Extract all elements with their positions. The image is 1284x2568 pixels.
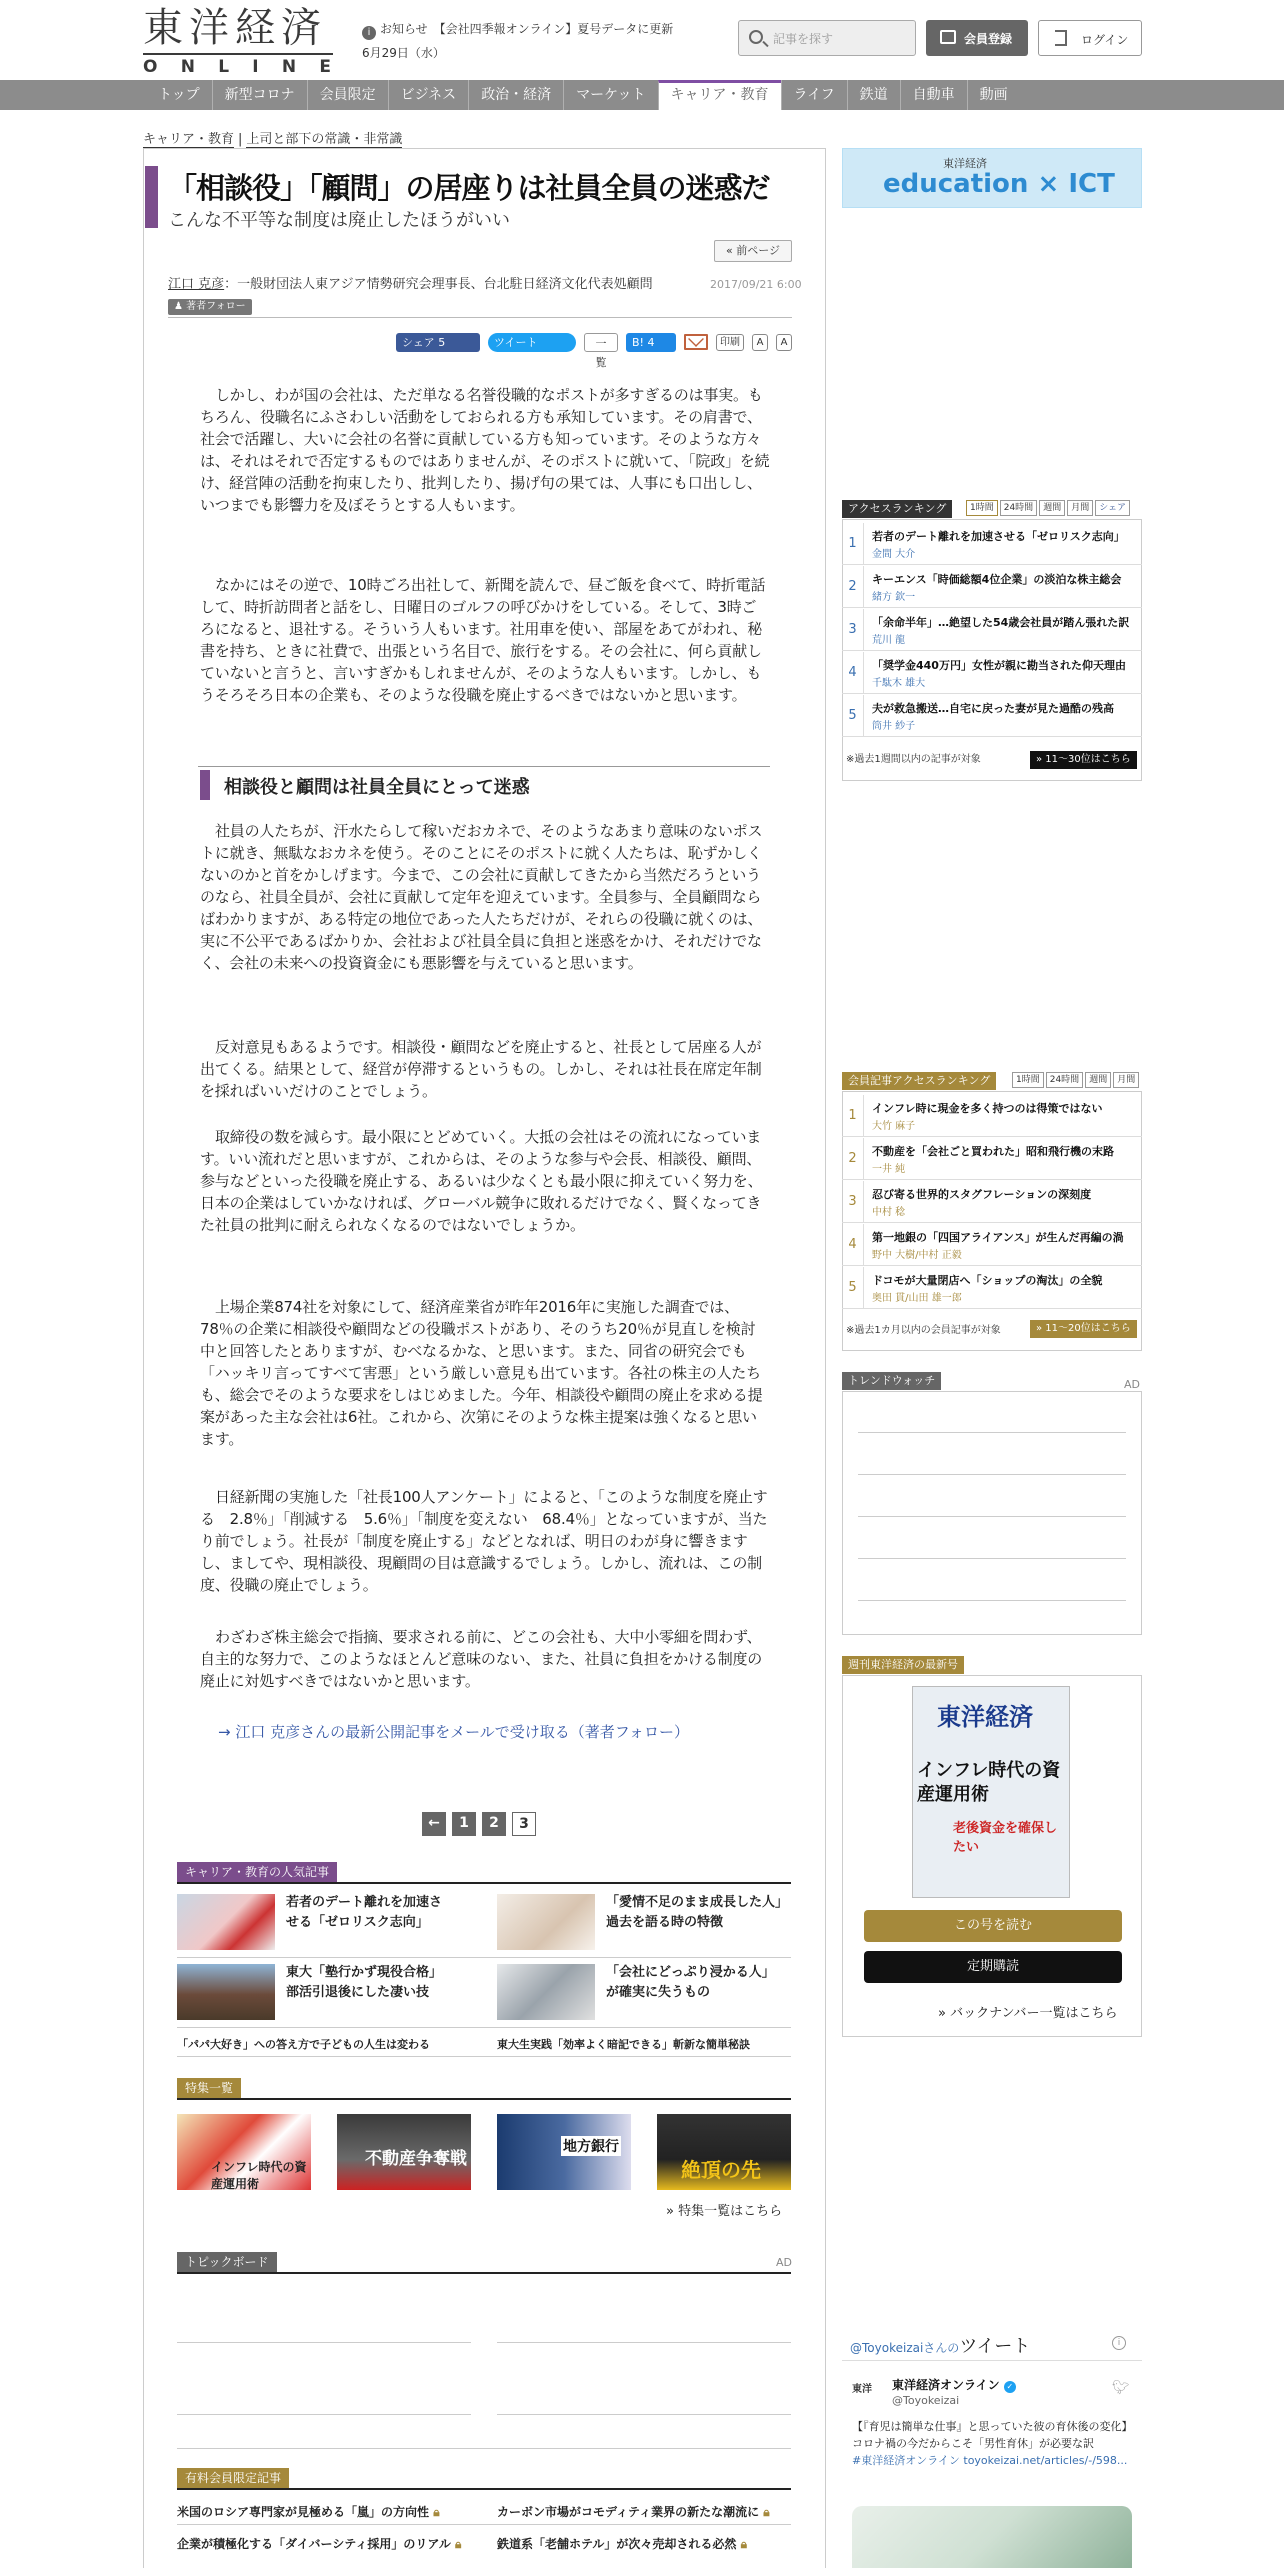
member-ranking-item[interactable]: 5 ドコモが大量閉店へ「ショップの淘汰」の全貌 奥田 貫/山田 雄一郎 [842,1267,1142,1309]
author-follow-button[interactable]: ♟ 著者フォロー [168,299,252,315]
tweet-link[interactable]: #東洋経済オンライン toyokeizai.net/articles/-/598... [852,2454,1128,2467]
print-button[interactable]: 印刷 [716,334,744,351]
article-paragraph: 取締役の数を減らす。最小限にとどめていく。大抵の会社はその流れになっています。いい流れだと思いますが、これからは、そのような参与や会長、相談役、顧問、参与などといった役職を廃止する、あるいは少なくとも最小限に抑えていく努力を、日本の企業はしていかなければ、グローバル競争に敗れるだけでなく、賢くなってきた社員の批判に耐えられなくなるのではないでしょうか。 [200,1128,763,1234]
author-link[interactable]: 江口 克彦 [168,277,225,292]
nav-market[interactable]: マーケット [563,80,657,110]
subscribe-button[interactable]: 定期購読 [864,1951,1122,1983]
divider [177,2488,791,2490]
features-head: 特集一覧 [177,2078,241,2098]
article-paragraph: 上場企業874社を対象にして、経済産業省が昨年2016年に実施した調査では、78％の企業に相談役や顧問などの役職ポストがあり、そのうち20％が見直しを検討中と回答したとありますが、むべなるかな、と思います。また、同省の研究会でも「ハッキリ言ってすべて害悪」という厳しい意見も出ています。各社の株主の人たちも、総会でそのような要求をしはじめました。今年、相談役や顧問の廃止を求める提案があった主な会社は6社。これから、次第にそのような株主提案は強くなると思います。 [200,1298,763,1448]
divider [168,317,792,318]
pagination [422,1812,536,1836]
nav-rail[interactable]: 鉄道 [847,80,900,110]
paid-article-link[interactable]: カーボン市場がコモディティ業界の新たな潮流に 🔒︎ [497,2505,770,2519]
nav-life[interactable]: ライフ [781,80,847,110]
tab-24h[interactable]: 24時間 [1000,500,1037,516]
ranking-item[interactable]: 3 「余命半年」…絶望した54歳会社員が踏ん張れた訳 荒川 龍 [842,609,1142,651]
article-paragraph: なかにはその逆で、10時ごろ出社して、新聞を読んで、昼ご飯を食べて、時折電話して、時折訪問者と話をし、日曜日のゴルフの呼びかけをしている。そして、3時ごろになると、退社する。そういう人もいます。社用車を使い、部屋をあてがわれ、秘書を持ち、ときに社費で、出張という名目で、旅行をする。その会社に、何ら貢献していないと言うと、言いすぎかもしれませんが、そのような人もいます。しかし、もうそろそろ日本の企業も、そのような役職を廃止するべきではないかと思います。 [200,576,766,704]
ranking-item[interactable]: 4 「奨学金440万円」女性が親に勘当された仰天理由 千駄木 雄大 [842,652,1142,694]
popular-article-link[interactable]: 東大「塾行かず現役合格」部活引退後にした凄い技 [286,1965,443,2000]
nav-auto[interactable]: 自動車 [900,80,967,110]
breadcrumb-series[interactable]: 上司と部下の常識・非常識 [246,132,403,147]
divider [842,2360,1142,2361]
popular-article-link[interactable]: 若者のデート離れを加速させる「ゼロリスク志向」 [286,1895,443,1930]
article-thumbnail[interactable] [497,1894,595,1950]
share-list-button[interactable]: 一覧 [584,333,618,352]
tab-share[interactable]: シェア [1095,500,1130,516]
lock-icon: 🔒︎ [455,2537,462,2551]
divider [858,1516,1126,1517]
ad-label: AD [1124,1378,1140,1391]
tab-24h[interactable]: 24時間 [1046,1072,1083,1088]
font-size-large-button[interactable]: A [776,334,792,351]
mail-icon[interactable] [684,334,708,350]
popular-article-link[interactable]: 「会社にどっぷり浸かる人」が確実に失うもの [606,1965,775,2000]
feature-thumbnail[interactable]: 地方銀行 [497,2114,631,2190]
divider [858,1432,1126,1433]
ranking-tabs [966,500,1130,516]
notice-link[interactable]: i お知らせ 【会社四季報オンライン】夏号データに更新 [362,20,673,40]
nav-top[interactable]: トップ [158,87,200,103]
divider [177,2098,791,2100]
trend-watch-box [842,1391,1142,1635]
tweet-image[interactable] [852,2506,1132,2568]
divider [858,1600,1126,1601]
member-ranking-item[interactable]: 2 不動産を「会社ごと買われた」昭和飛行機の末路 一井 純 [842,1138,1142,1180]
feature-thumbnail[interactable]: 絶頂の先 [657,2114,791,2190]
lock-icon: 🔒︎ [740,2537,747,2551]
info-icon: i [362,26,376,40]
divider [177,2056,791,2057]
ranking-note: ※過去1週間以内の記事が対象 [846,754,981,765]
breadcrumb: キャリア・教育 | 上司と部下の常識・非常識 [143,132,403,147]
read-issue-button[interactable]: この号を読む [864,1910,1122,1942]
divider [177,2272,791,2274]
divider [177,2027,791,2028]
article-paragraph: 反対意見もあるようです。相談役・顧問などを廃止すると、社長として居座る人が出てくる。結果として、経営が停滞するというもの。しかし、それは社長在席定年制を採ればいいだけのことでしょう。 [200,1038,762,1100]
divider [858,1558,1126,1559]
divider [177,2524,791,2525]
facebook-share-button[interactable]: シェア 5 [396,333,480,352]
paid-article-link[interactable]: 鉄道系「老舗ホテル」が次々売却される必然 🔒︎ [497,2537,747,2551]
info-icon[interactable]: i [1112,2336,1126,2350]
divider [858,1474,1126,1475]
lock-icon: 🔒︎ [433,2505,440,2519]
ranking-item[interactable]: 1 若者のデート離れを加速させる「ゼロリスク志向」 金間 大介 [842,523,1142,565]
tab-week[interactable]: 週間 [1039,500,1065,516]
paid-head: 有料会員限定記事 [177,2468,289,2488]
tweet-text: 【『育児は簡単な仕事』と思っていた彼の育休後の変化】コロナ禍の今だからこそ「男性育休」が必要な訳 [852,2420,1127,2450]
magazine-head: 週刊東洋経済の最新号 [842,1656,964,1674]
magazine-cover[interactable]: 東洋経済 インフレ時代の資産運用術 老後資金を確保したい [912,1686,1070,1898]
member-ranking-item[interactable]: 1 インフレ時に現金を多く持つのは得策ではない 大竹 麻子 [842,1095,1142,1137]
tab-month[interactable]: 月間 [1067,500,1093,516]
divider [198,766,770,767]
topic-board-head: トピックボード [177,2252,277,2272]
nav-business[interactable]: ビジネス [388,80,469,110]
author-title: ：一般財団法人東アジア情勢研究会理事長、台北駐日経済文化代表処顧問 [224,277,653,292]
twitter-bird-icon: 🐦︎ [1112,2380,1130,2396]
verified-icon: ✓ [1004,2381,1016,2393]
divider [177,2414,471,2415]
register-button[interactable]: 会員登録 [926,20,1028,56]
byline [168,274,668,318]
popular-text-link[interactable]: 「パパ大好き」への答え方で子どもの人生は変わる [177,2038,430,2051]
divider [177,1882,791,1884]
search-icon [749,30,763,44]
logo-en: O N L I N E [143,53,333,77]
member-ranking-note: ※過去1カ月以内の会員記事が対象 [846,1325,1001,1336]
member-ranking-head: 会員記事アクセスランキング [842,1072,996,1090]
divider [177,2342,471,2343]
header-date: 6月29日（水） [362,46,445,60]
member-ranking-item[interactable]: 4 第一地銀の「四国アライアンス」が生んだ再編の渦 野中 大樹/中村 正毅 [842,1224,1142,1266]
article-thumbnail[interactable] [177,1964,275,2020]
breadcrumb-category[interactable]: キャリア・教育 [143,132,235,147]
ranking-item[interactable]: 2 キーエンス「時価総額4位企業」の淡泊な株主総会 緒方 欽一 [842,566,1142,608]
pager-prev-icon[interactable]: ← [422,1812,446,1836]
global-nav [0,80,1284,110]
ad-label: AD [776,2256,792,2269]
font-size-small-button[interactable]: A [752,334,768,351]
twitter-widget-head: @Toyokeizaiさんのツイート [850,2336,1031,2357]
twitter-share-button[interactable]: ツイート [488,333,576,352]
author-follow-link[interactable]: → 江口 克彦さんの最新公開記事をメールで受け取る（著者フォロー） [218,1723,690,1741]
ranking-head: アクセスランキング [842,500,952,518]
nav-covid[interactable]: 新型コロナ [212,80,307,110]
backnumber-link[interactable]: » バックナンバー一覧はこちら [938,2006,1118,2021]
hatena-bookmark-button[interactable]: B! 4 [626,333,676,352]
login-icon [1055,30,1067,46]
logo-jp: 東洋経済 [143,5,327,51]
divider [177,2448,791,2449]
heading-accent-bar [200,770,210,800]
tab-1h[interactable]: 1時間 [1012,1072,1044,1088]
article-thumbnail[interactable] [177,1894,275,1950]
feature-thumbnail[interactable]: 不動産争奪戦 [337,2114,471,2190]
site-logo[interactable] [143,5,333,77]
article-paragraph: 日経新聞の実施した「社長100人アンケート」によると、「このような制度を廃止する 2.8％」「削減する 5.6％」「制度を変えない 68.4％」となっていますが、当たり前でしょう。社長が「制度を廃止する」などとなれば、明日のわが身に響きますし、ましてや、現相談役、現顧問の目は意識するでしょう。しかし、流れは、この制度、役職の廃止でしょう。 [200,1488,768,1594]
member-ranking-tabs [1012,1072,1139,1088]
nav-video[interactable]: 動画 [967,80,1020,110]
ranking-item[interactable]: 5 夫が救急搬送…自宅に戻った妻が見た過酷の残高 筒井 紗子 [842,695,1142,737]
nav-politics[interactable]: 政治・経済 [468,80,563,110]
education-ict-banner[interactable]: 東洋経済 education × ICT [842,148,1142,208]
popular-article-link[interactable]: 「愛情不足のまま成長した人」過去を語る時の特徴 [606,1895,782,1930]
divider [497,2342,791,2343]
popular-text-link[interactable]: 東大生実践「効率よく暗記できる」斬新な簡単秘訣 [497,2038,750,2051]
paid-article-link[interactable]: 企業が積極化する「ダイバーシティ採用」のリアル 🔒︎ [177,2537,462,2551]
lock-icon: 🔒︎ [763,2505,770,2519]
article-paragraph: わざわざ株主総会で指摘、要求される前に、どこの会社も、大中小零細を問わず、自主的な努力で、このようなほとんど意味のない、また、社員に負担をかける制度の廃止に対処すべきではないかと思います。 [200,1628,763,1690]
search-input[interactable]: 記事を探す [738,20,916,56]
article-paragraph: しかし、わが国の会社は、ただ単なる名誉役職的なポストが多すぎるのは事実。もちろん、役職名にふさわしい活動をしておられる方も承知しています。その肩書で、社会で活躍し、大いに会社の名誉に貢献している方も知っています。そのような方々は、それはそれで否定するものではありませんが、そのポストに就いて、「院政」を続け、経営陣の活動を拘束したり、批判したり、揚げ句の果ては、人事にも口出しし、いつまでも影響力を及ぼそうとする人もいます。 [200,386,770,514]
features-more-link[interactable]: » 特集一覧はこちら [666,2204,783,2219]
ranking-more-button[interactable]: » 11～30位はこちら [1030,751,1137,769]
paid-article-link[interactable]: 米国のロシア専門家が見極める「嵐」の方向性 🔒︎ [177,2505,440,2519]
page-link-3: 3 [512,1812,536,1836]
tab-week[interactable]: 週間 [1085,1072,1111,1088]
pencil-icon [940,30,956,44]
nav-career[interactable]: キャリア・教育 [658,80,781,110]
share-bar [396,332,792,369]
tweet-handle: @Toyokeizai [892,2394,960,2407]
published-date: 2017/09/21 6:00 [710,278,802,291]
divider [497,2414,791,2415]
trend-watch-head: トレンドウォッチ [842,1372,941,1390]
tab-1h[interactable]: 1時間 [966,500,998,516]
member-ranking-more-button[interactable]: » 11～20位はこちら [1030,1320,1137,1338]
title-accent-bar [145,166,158,228]
article-title: 「相談役」「顧問」の居座りは社員全員の迷惑だ [168,171,770,205]
page-link-2[interactable]: 2 [482,1812,506,1836]
feature-thumbnail[interactable]: インフレ時代の資産運用術 [177,2114,311,2190]
article-thumbnail[interactable] [497,1964,595,2020]
prev-page-button[interactable]: « 前ページ [714,240,792,262]
member-ranking-item[interactable]: 3 忍び寄る世界的スタグフレーションの深刻度 中村 稔 [842,1181,1142,1223]
tab-month[interactable]: 月間 [1113,1072,1139,1088]
article-paragraph: 社員の人たちが、汗水たらして稼いだおカネで、そのようなあまり意味のないポストに就き、無駄なおカネを使う。そのことにそのポストに就く人たちは、恥ずかしくないのかと首をかしげます。今まで、この会社に貢献してきたから当然だろうというのなら、社員全員が、会社に貢献して定年を迎えています。全員参与、全員顧問ならばわかりますが、ある特定の地位であった人たちだけが、それらの役職に就くのは、実に不公平であるばかりか、会社および社員全員に負担と迷惑をかけ、それだけでなく、会社の未来への投資資金にも悪影響を与えていると思います。 [200,822,763,972]
divider [177,1957,791,1958]
toyokeizai-avatar: 東洋 [852,2384,872,2395]
popular-head: キャリア・教育の人気記事 [177,1862,337,1882]
tweet-author[interactable]: 東洋経済オンライン ✓ [892,2376,1016,2393]
section-heading: 相談役と顧問は社員全員にとって迷惑 [224,777,530,798]
article-subtitle: こんな不平等な制度は廃止したほうがいい [168,210,510,231]
login-button[interactable]: ログイン [1038,20,1142,56]
page-link-1[interactable]: 1 [452,1812,476,1836]
nav-members[interactable]: 会員限定 [307,80,388,110]
